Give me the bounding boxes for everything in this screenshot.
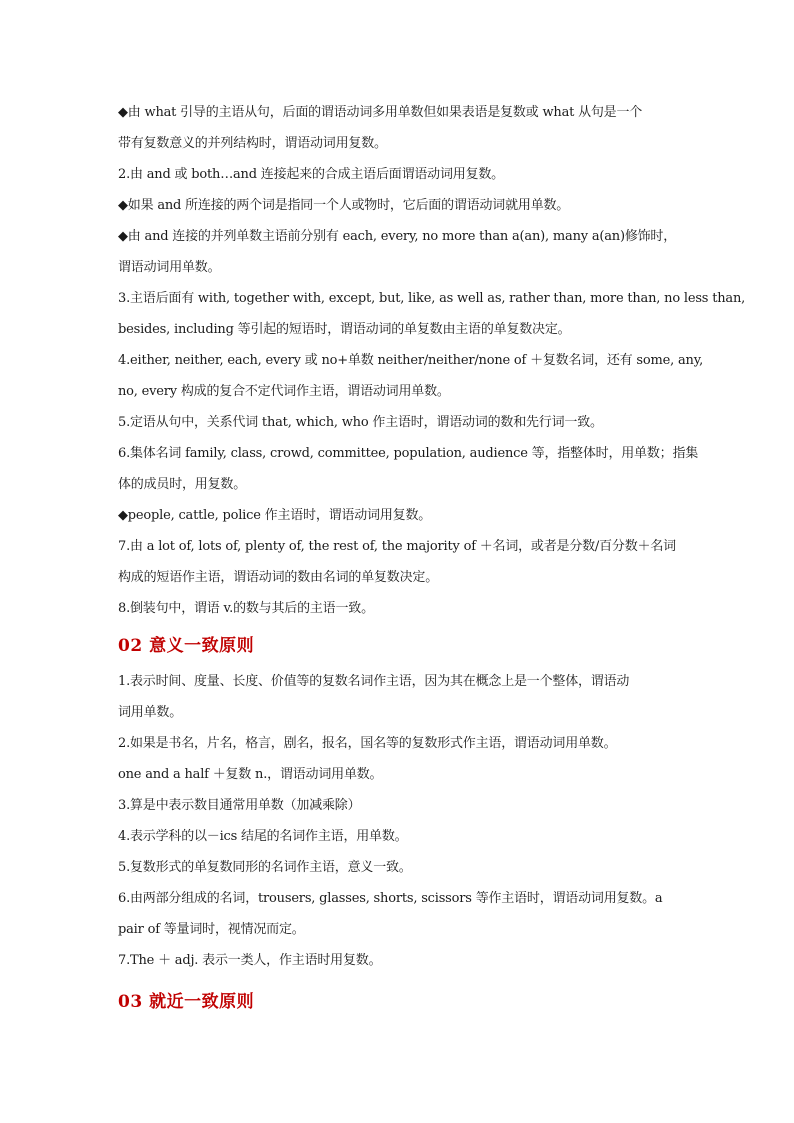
text-line: 2.由 and 或 both…and 连接起来的合成主语后面谓语动词用复数。 [118,167,504,182]
document-page [118,97,746,1022]
section-heading-03: 03 就近一致原则 [118,992,255,1012]
text-line: 1.表示时间、度量、长度、价值等的复数名词作主语，因为其在概念上是一个整体，谓语动 [118,674,630,689]
text-line: 体的成员时，用复数。 [118,477,247,492]
text-line: 5.复数形式的单复数同形的名词作主语，意义一致。 [118,860,412,875]
text-line: 3.主语后面有 with, together with, except, but, like, as well as, rather than, more than, no less than, [118,291,746,306]
text-line: no, every 构成的复合不定代词作主语，谓语动词用单数。 [118,384,450,399]
text-line: 7.The ＋ adj. 表示一类人，作主语时用复数。 [118,953,382,968]
text-line: 7.由 a lot of, lots of, plenty of, the rest of, the majority of ＋名词，或者是分数/百分数＋名词 [118,539,676,554]
text-line: pair of 等量词时，视情况而定。 [118,922,305,937]
text-line: ◆由 and 连接的并列单数主语前分别有 each, every, no more than a(an), many a(an)修饰时， [118,229,677,244]
text-line: ◆由 what 引导的主语从句，后面的谓语动词多用单数但如果表语是复数或 what 从句是一个 [118,105,643,120]
text-line: 6.由两部分组成的名词，trousers, glasses, shorts, scissors 等作主语时，谓语动词用复数。a [118,891,663,906]
section-subject-verb-grammar [118,97,746,624]
text-line: 4.either, neither, each, every 或 no+单数 neither/neither/none of ＋复数名词，还有 some, any, [118,353,704,368]
text-line: besides, including 等引起的短语时，谓语动词的单复数由主语的单复数决定。 [118,322,571,337]
text-line: ◆如果 and 所连接的两个词是指同一个人或物时，它后面的谓语动词就用单数。 [118,198,570,213]
text-line: 5.定语从句中，关系代词 that, which, who 作主语时，谓语动词的数和先行词一致。 [118,415,603,430]
text-line: 构成的短语作主语，谓语动词的数由名词的单复数决定。 [118,570,439,585]
text-line: ◆people, cattle, police 作主语时，谓语动词用复数。 [118,508,432,523]
section-meaning-agreement [118,666,680,976]
text-line: 词用单数。 [118,705,183,720]
text-line: 2.如果是书名，片名，格言，剧名，报名，国名等的复数形式作主语，谓语动词用单数。 [118,736,617,751]
text-line: 带有复数意义的并列结构时，谓语动词用复数。 [118,136,387,151]
text-line: one and a half ＋复数 n.，谓语动词用单数。 [118,767,383,782]
text-line: 4.表示学科的以－ics 结尾的名词作主语，用单数。 [118,829,408,844]
section-heading-02: 02 意义一致原则 [118,636,255,656]
text-line: 谓语动词用单数。 [118,260,221,275]
text-line: 3.算是中表示数目通常用单数（加减乘除） [118,798,361,813]
text-line: 6.集体名词 family, class, crowd, committee, population, audience 等，指整体时，用单数；指集 [118,446,699,461]
text-line: 8.倒装句中，谓语 v.的数与其后的主语一致。 [118,601,374,616]
